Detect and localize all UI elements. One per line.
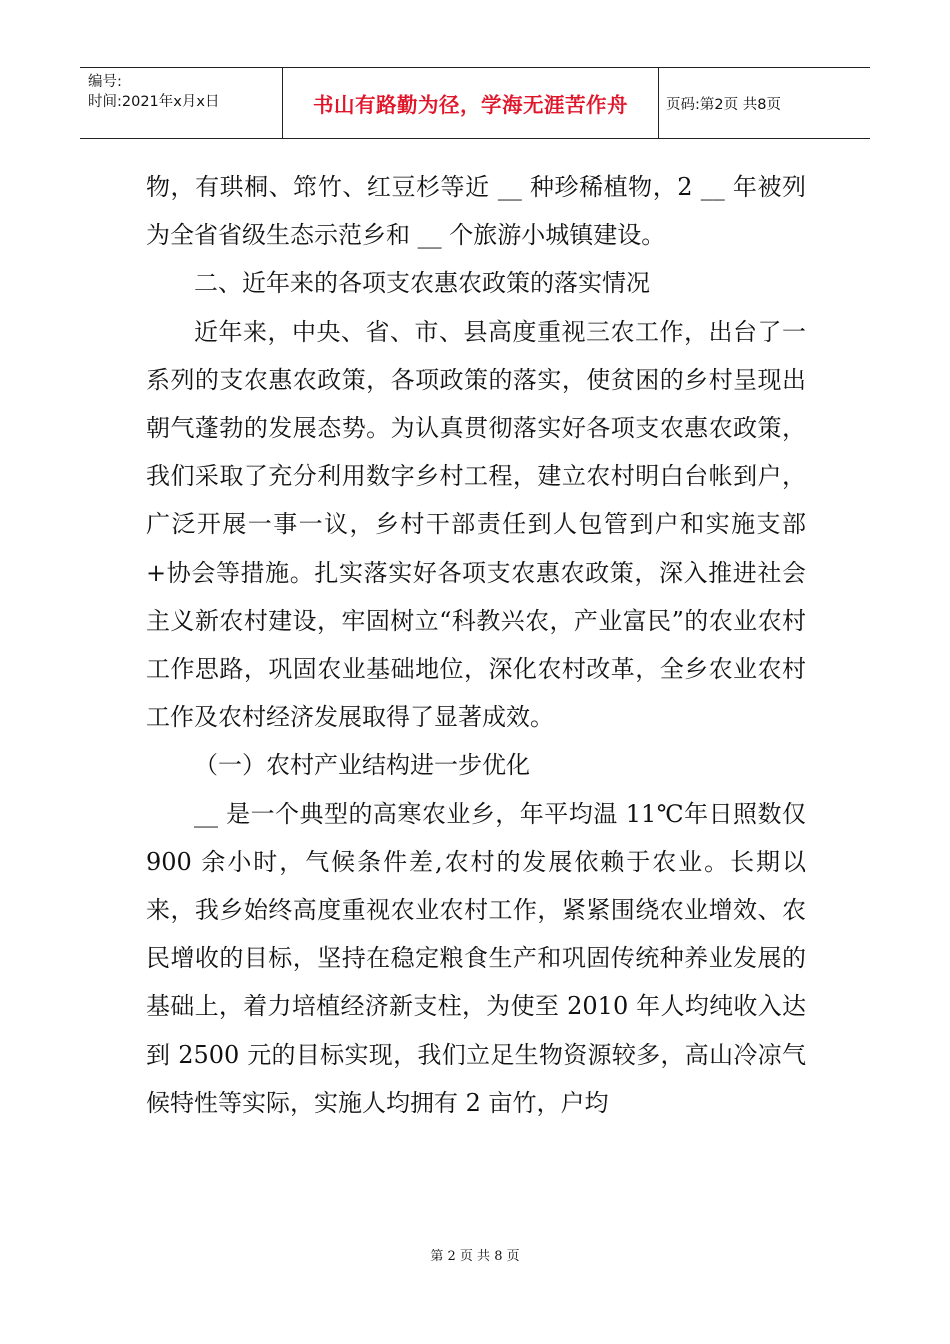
header-page-info: 页码:第2页 共8页 <box>666 96 781 113</box>
paragraph: 近年来，中央、省、市、县高度重视三农工作，出台了一系列的支农惠农政策，各项政策的落实，使贫困的乡村呈现出朝气蓬勃的发展态势。为认真贯彻落实好各项支农惠农政策，我们采取了充分利用数字乡村工程，建立农村明白台帐到户，广泛开展一事一议，乡村干部责任到人包管到户和实施支部+协会等措施。扎实落实好各项支农惠农政策，深入推进社会主义新农村建设，牢固树立“科教兴农，产业富民”的农业农村工作思路，巩固农业基础地位，深化农村改革，全乡农业农村工作及农村经济发展取得了显著成效。 <box>146 317 806 732</box>
document-number-label: 编号: <box>88 74 122 90</box>
subsection-heading: （一）农村产业结构进一步优化 <box>194 751 530 780</box>
header-motto: 书山有路勤为径，学海无涯苦作舟 <box>313 93 628 117</box>
document-time-label: 时间:2021年x月x日 <box>88 94 220 110</box>
document-body <box>146 163 806 1127</box>
section-heading: 二、近年来的各项支农惠农政策的落实情况 <box>194 269 650 298</box>
page-footer: 第 2 页 共 8 页 <box>430 1249 520 1264</box>
paragraph: __ 是一个典型的高寒农业乡，年平均温 11℃年日照数仅 900 余小时，气候条件差,农村的发展依赖于农业。长期以来，我乡始终高度重视农业农村工作，紧紧围绕农业增效、农民增收的目标，坚持在稳定粮食生产和巩固传统种养业发展的基础上，着力培植经济新支柱，为使至 2010 年人均纯收入达到 2500 元的目标实现，我们立足生物资源较多，高山冷凉气候特性等实际，实施人均拥有 2 亩竹，户均 <box>146 799 806 1117</box>
document-header <box>80 67 870 139</box>
header-divider <box>658 68 659 138</box>
paragraph-continuation: 物，有珙桐、筇竹、红豆杉等近 __ 种珍稀植物，2 __ 年被列为全省省级生态示范乡和 __ 个旅游小城镇建设。 <box>146 173 806 250</box>
header-meta <box>88 72 278 112</box>
